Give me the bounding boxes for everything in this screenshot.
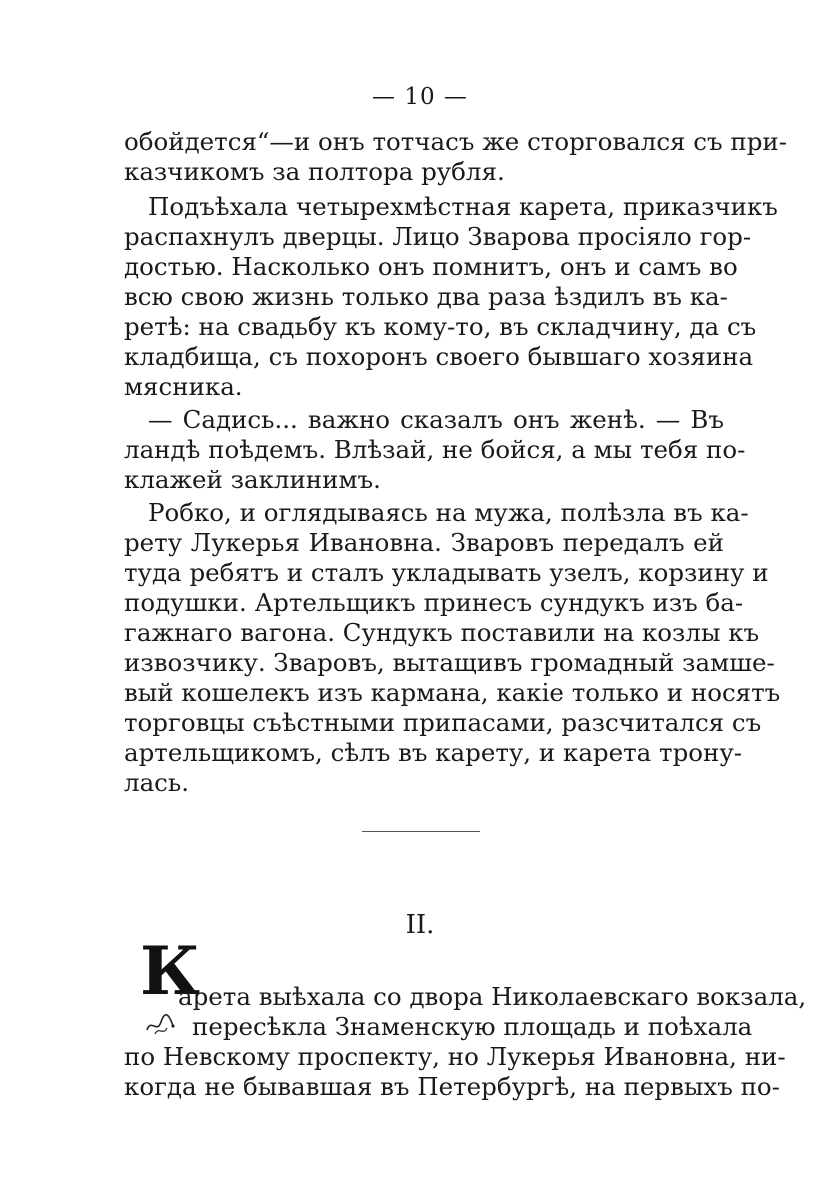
text-line: всю свою жизнь только два раза ѣздилъ въ ка- bbox=[124, 282, 728, 311]
text-line: когда не бывавшая въ Петербургѣ, на первыхъ по- bbox=[124, 1072, 780, 1101]
text-line: туда ребятъ и сталъ укладывать узелъ, корзину и bbox=[124, 558, 769, 587]
dropcap-ornament-icon bbox=[143, 1008, 177, 1038]
text-line: — Садись... важно сказалъ онъ женѣ. — Въ bbox=[148, 405, 724, 434]
text-line: Подъѣхала четырехмѣстная карета, приказчикъ bbox=[148, 192, 778, 221]
text-line: Робко, и оглядываясь на мужа, полѣзла въ ка- bbox=[148, 498, 749, 527]
text-line: артельщикомъ, сѣлъ въ карету, и карета трону- bbox=[124, 738, 743, 767]
text-line: торговцы съѣстными припасами, разсчитался съ bbox=[124, 708, 762, 737]
chapter-title: II. bbox=[405, 910, 435, 940]
text-line: рету Лукерья Ивановна. Зваровъ передалъ ей bbox=[124, 528, 724, 557]
text-line: ретѣ: на свадьбу къ кому-то, въ складчину, да съ bbox=[124, 312, 757, 341]
text-line: ландѣ поѣдемъ. Влѣзай, не бойся, а мы тебя по- bbox=[124, 435, 746, 464]
text-line: гажнаго вагона. Сундукъ поставили на козлы къ bbox=[124, 618, 760, 647]
text-line: по Невскому проспекту, но Лукерья Ивановна, ни- bbox=[124, 1042, 786, 1071]
text-line: пересѣкла Знаменскую площадь и поѣхала bbox=[192, 1012, 753, 1041]
text-line: клажей заклинимъ. bbox=[124, 465, 381, 494]
text-line: лась. bbox=[124, 768, 190, 797]
text-line: распахнулъ дверцы. Лицо Зварова просіяло гор- bbox=[124, 222, 752, 251]
text-line: мясника. bbox=[124, 372, 243, 401]
text-line: подушки. Артельщикъ принесъ сундукъ изъ ба- bbox=[124, 588, 744, 617]
dropcap-letter: К bbox=[140, 932, 201, 1010]
text-line: вый кошелекъ изъ кармана, какіе только и носятъ bbox=[124, 678, 781, 707]
text-line: кладбища, съ похоронъ своего бывшаго хозяина bbox=[124, 342, 754, 371]
text-line: достью. Насколько онъ помнитъ, онъ и самъ во bbox=[124, 252, 738, 281]
section-separator bbox=[362, 831, 480, 832]
page-number: — 10 — bbox=[372, 84, 468, 110]
text-line: казчикомъ за полтора рубля. bbox=[124, 157, 505, 186]
dropcap bbox=[140, 932, 201, 1010]
text-line: арета выѣхала со двора Николаевскаго вокзала, bbox=[178, 982, 807, 1011]
text-line: обойдется“—и онъ тотчасъ же сторговался съ при- bbox=[124, 127, 788, 156]
text-line: извозчику. Зваровъ, вытащивъ громадный замше- bbox=[124, 648, 775, 677]
